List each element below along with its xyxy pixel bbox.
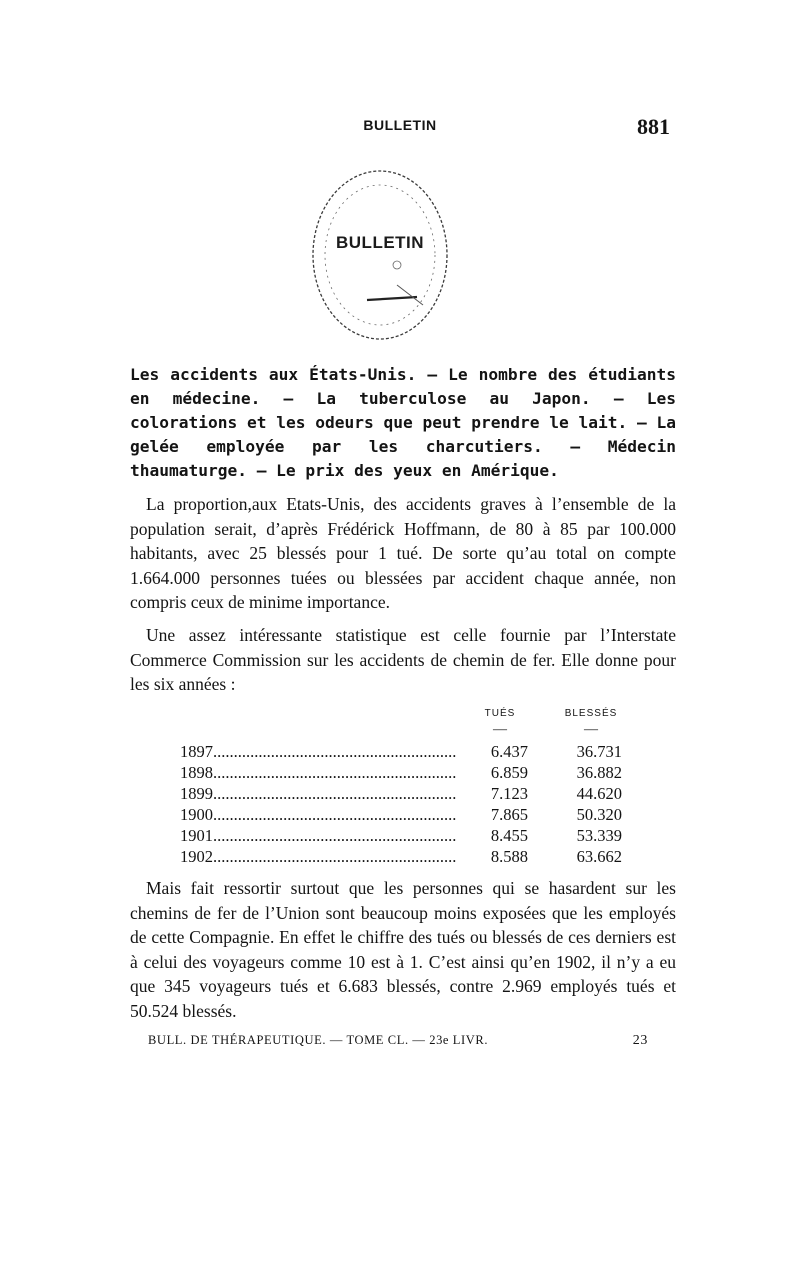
- year-cell: 1899...........................................................: [180, 784, 457, 803]
- table-row: [130, 826, 676, 846]
- blesses-cell: 63.662: [576, 847, 622, 866]
- paragraph-3: Mais fait ressortir surtout que les personnes qui se hasardent sur les chemins de fer de l’Union sont beaucoup moins exposées que les employés de cette Compagnie. En effet le chiffre des tués ou blessés de ces derniers est à celui des voyageurs comme 10 est à 1. C’est ainsi qu’en 1902, il n’y a eu que 345 voyageurs tués et 6.683 blessés, contre 2.969 employés tués et 50.524 blessés.: [130, 878, 676, 1021]
- tues-cell: 8.588: [490, 847, 528, 866]
- stamp-word: BULLETIN: [336, 233, 425, 252]
- running-head: [130, 114, 670, 139]
- paragraph-1: La proportion,aux Etats-Unis, des accidents graves à l’ensemble de la population serait, d’après Frédérick Hoffmann, de 80 à 85 par 100.000 habitants, avec 25 blessés pour 1 tué. De sorte qu’au total on compte 1.664.000 personnes tuées ou blessées par accident chaque année, non compris ceux de minime importance.: [130, 494, 676, 612]
- year-cell: 1901...........................................................: [180, 826, 457, 845]
- blesses-cell: 36.882: [576, 763, 622, 782]
- table-row: [130, 805, 676, 825]
- blesses-cell: 50.320: [576, 805, 622, 824]
- tues-cell: 8.455: [490, 826, 528, 845]
- year-cell: 1898...........................................................: [180, 763, 457, 782]
- year-cell: 1897...........................................................: [180, 742, 457, 761]
- header-rule-tues: —: [493, 722, 507, 737]
- table-row: [130, 763, 676, 783]
- running-head-title: BULLETIN: [363, 117, 437, 133]
- stamp-seal-icon: [305, 165, 455, 350]
- blesses-cell: 53.339: [576, 826, 622, 845]
- header-blesses: BLESSÉS: [564, 708, 618, 719]
- table-row: [130, 742, 676, 762]
- accident-statistics-table: [130, 700, 676, 870]
- table-row: [130, 847, 676, 867]
- library-stamp: [305, 165, 455, 350]
- footer-signature: BULL. DE THÉRAPEUTIQUE. — TOME CL. — 23e LIVR.: [148, 1033, 489, 1047]
- tues-cell: 7.123: [490, 784, 528, 803]
- tues-cell: 7.865: [490, 805, 528, 824]
- paragraph-2: Une assez intéressante statistique est celle fournie par l’Interstate Commerce Commission sur les accidents de chemin de fer. Elle donne pour les six années :: [130, 625, 676, 694]
- header-tues: TUÉS: [484, 708, 516, 719]
- page-number: 881: [637, 114, 670, 139]
- footer-sheet-number: 23: [632, 1033, 648, 1048]
- article-summary: Les accidents aux États-Unis. — Le nombre des étudiants en médecine. — La tuberculose au Japon. — Les colorations et les odeurs que peut prendre le lait. — La gelée employée par les charcutiers. — Médecin thaumaturge. — Le prix des yeux en Amérique.: [130, 365, 676, 480]
- table-row: [130, 784, 676, 804]
- year-cell: 1902...........................................................: [180, 847, 457, 866]
- header-rule-blesses: —: [584, 722, 598, 737]
- tues-cell: 6.859: [490, 763, 528, 782]
- year-cell: 1900...........................................................: [180, 805, 457, 824]
- blesses-cell: 36.731: [576, 742, 622, 761]
- blesses-cell: 44.620: [576, 784, 622, 803]
- tues-cell: 6.437: [490, 742, 528, 761]
- page-footer: [148, 1033, 648, 1053]
